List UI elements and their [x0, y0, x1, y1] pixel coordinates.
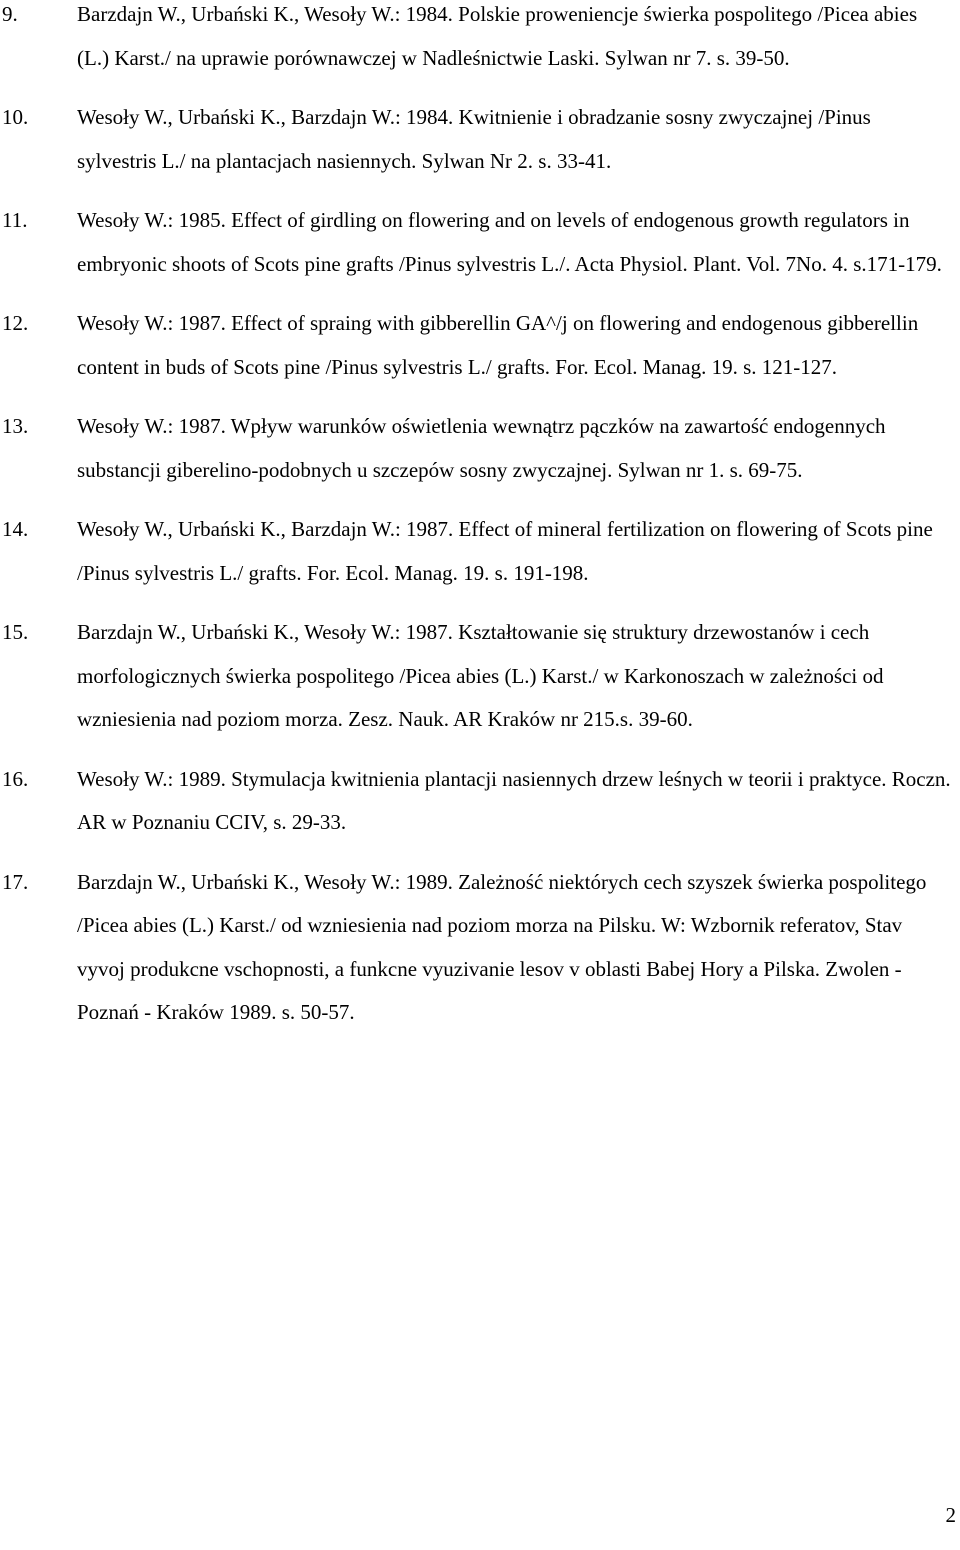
reference-number: 14. — [2, 517, 29, 541]
reference-item — [0, 508, 960, 595]
reference-text: Wesoły W., Urbański K., Barzdajn W.: 1987. Effect of mineral fertilization on flowering of Scots pine /Pinus sylvestris L./ grafts. For. Ecol. Manag. 19. s. 191-198. — [77, 517, 933, 585]
reference-item — [0, 0, 960, 80]
reference-text: Wesoły W.: 1987. Effect of spraing with gibberellin GA^/j on flowering and endogenous gibberellin content in buds of Scots pine /Pinus sylvestris L./ grafts. For. Ecol. Manag. 19. s. 121-127. — [77, 311, 919, 379]
reference-text: Wesoły W.: 1989. Stymulacja kwitnienia plantacji nasiennych drzew leśnych w teorii i praktyce. Roczn. AR w Poznaniu CCIV, s. 29-33. — [77, 766, 951, 834]
reference-text: Barzdajn W., Urbański K., Wesoły W.: 1984. Polskie proweniencje świerka pospolitego /Picea abies (L.) Karst./ na uprawie porównawczej w Nadleśnictwie Laski. Sylwan nr 7. s. 39-50. — [77, 2, 918, 70]
reference-text: Wesoły W.: 1987. Wpływ warunków oświetlenia wewnątrz pączków na zawartość endogennych substancji giberelino-podobnych u szczepów sosny zwyczajnej. Sylwan nr 1. s. 69-75. — [77, 414, 886, 482]
reference-number: 12. — [2, 311, 29, 335]
reference-item — [0, 302, 960, 389]
reference-number: 15. — [2, 620, 29, 644]
reference-number: 11. — [2, 208, 28, 232]
reference-item — [0, 861, 960, 1035]
reference-text: Wesoły W.: 1985. Effect of girdling on flowering and on levels of endogenous growth regulators in embryonic shoots of Scots pine grafts /Pinus sylvestris L./. Acta Physiol. Plant. Vol. 7No. 4. s.171-179. — [77, 208, 942, 276]
reference-item — [0, 96, 960, 183]
reference-number: 17. — [2, 869, 29, 894]
reference-text: Barzdajn W., Urbański K., Wesoły W.: 1987. Kształtowanie się struktury drzewostanów i cech morfologicznych świerka pospolitego /Picea abies (L.) Karst./ w Karkonoszach w zależności od wzniesienia nad poziom morza. Zesz. Nauk. AR Kraków nr 215.s. 39-60. — [77, 620, 884, 731]
reference-item — [0, 758, 960, 845]
reference-text: Wesoły W., Urbański K., Barzdajn W.: 1984. Kwitnienie i obradzanie sosny zwyczajnej /Pinus sylvestris L./ na plantacjach nasiennych. Sylwan Nr 2. s. 33-41. — [77, 105, 871, 173]
reference-text: Barzdajn W., Urbański K., Wesoły W.: 1989. Zależność niektórych cech szyszek świerka pospolitego /Picea abies (L.) Karst./ od wzniesienia nad poziom morza na Pilsku. W: Wzbornik referatov, Stav vyvoj produkcne vschopnosti, a funkcne vyuzivanie lesov v oblasti Babej Hory a Pilska. Zwolen - Poznań - Kraków 1989. s. 50-57. — [77, 869, 927, 1024]
reference-number: 10. — [2, 105, 29, 129]
reference-number: 9. — [2, 2, 18, 26]
page-number: 2 — [945, 1503, 956, 1527]
reference-item — [0, 611, 960, 742]
reference-item — [0, 199, 960, 286]
reference-number: 16. — [2, 766, 29, 791]
reference-item — [0, 405, 960, 492]
reference-number: 13. — [2, 414, 29, 438]
